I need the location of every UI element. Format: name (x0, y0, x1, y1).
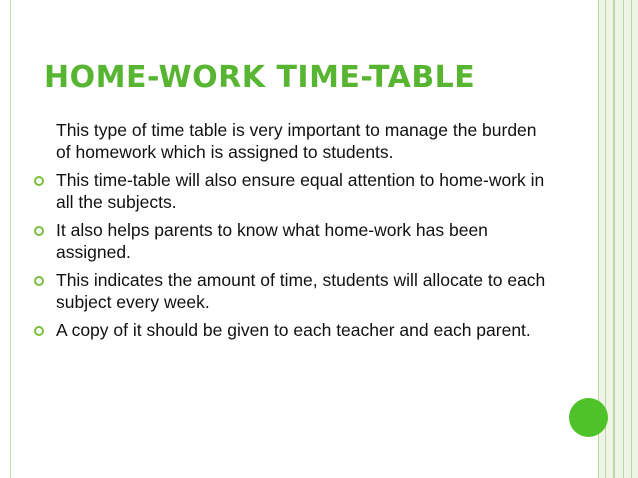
left-frame-line (10, 0, 11, 478)
bullet-item-text: It also helps parents to know what home-work has been assigned. (56, 220, 488, 262)
right-frame-line (613, 0, 615, 478)
bullet-item-text: This time-table will also ensure equal attention to home-work in all the subjects. (56, 170, 545, 212)
bullet-item (34, 269, 554, 313)
slide-body (34, 119, 554, 347)
bullet-item (34, 319, 554, 341)
slide-title: HOME-WORK TIME-TABLE (44, 60, 476, 95)
hollow-circle-bullet-icon (34, 326, 44, 336)
right-frame-line (631, 0, 632, 478)
paragraph-text: This type of time table is very important to manage the burden of homework which is assigned to students. (56, 120, 537, 162)
bullet-item-text: This indicates the amount of time, students will allocate to each subject every week. (56, 270, 546, 312)
bullet-item (34, 219, 554, 263)
bullet-item (34, 169, 554, 213)
right-frame-line (605, 0, 606, 478)
bullet-item-text: A copy of it should be given to each teacher and each parent. (56, 320, 531, 340)
hollow-circle-bullet-icon (34, 176, 44, 186)
green-circle-icon (569, 398, 608, 437)
hollow-circle-bullet-icon (34, 226, 44, 236)
right-frame-line (623, 0, 624, 478)
paragraph (34, 119, 554, 163)
hollow-circle-bullet-icon (34, 276, 44, 286)
